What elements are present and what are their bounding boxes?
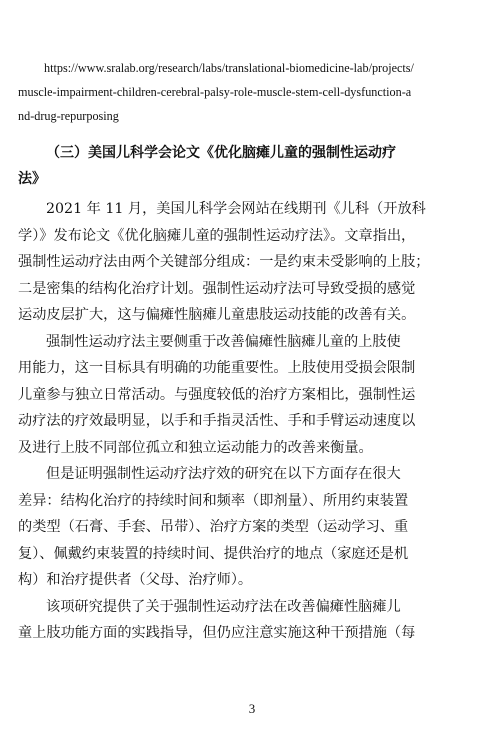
paragraph-4-line: 童上肢功能方面的实践指导，但仍应注意实施这种干预措施（每: [18, 625, 416, 641]
paragraph-3-line: 但是证明强制性运动疗法疗效的研究在以下方面存在很大: [46, 466, 401, 482]
section-heading-line: 法》: [18, 171, 46, 187]
section-heading-line: （三）美国儿科学会论文《优化脑瘫儿童的强制性运动疗: [46, 145, 396, 161]
paragraph-1-line: 二是密集的结构化治疗计划。强制性运动疗法可导致受损的感觉: [18, 280, 416, 297]
paragraph-3-line: 的类型（石膏、手套、吊带）、治疗方案的类型（运动学习、重: [18, 519, 409, 535]
url-line: muscle-impairment-children-cerebral-palsy-role-muscle-stem-cell-dysfunction-a: [18, 85, 412, 99]
paragraph-2-line: 用能力，这一目标具有明确的功能重要性。上肢使用受损会限制: [18, 360, 416, 376]
paragraph-2-line: 强制性运动疗法主要侧重于改善偏瘫性脑瘫儿童的上肢使: [46, 333, 401, 350]
paragraph-3-line: 差异：结构化治疗的持续时间和频率（即剂量）、所用约束装置: [18, 492, 409, 509]
paragraph-3-line: 复）、佩戴约束装置的持续时间、提供治疗的地点（家庭还是机: [18, 545, 409, 562]
reference-url: [18, 56, 488, 128]
page-number: 3: [248, 701, 256, 716]
paragraph-3-line: 构）和治疗提供者（父母、治疗师）。: [18, 572, 253, 588]
paragraph-1-line: 强制性运动疗法由两个关键部分组成：一是约束未受影响的上肢；: [18, 254, 430, 270]
url-line: https://www.sralab.org/research/labs/translational-biomedicine-lab/projects/: [44, 61, 414, 75]
section-heading: [18, 140, 488, 192]
body-text: [18, 196, 488, 647]
paragraph-1-line: 2021 年 11 月，美国儿科学会网站在线期刊《儿科（开放科: [46, 201, 426, 217]
paragraph-1-line: 学）》发布论文《优化脑瘫儿童的强制性运动疗法》。文章指出，: [18, 227, 416, 244]
paragraph-2-line: 及进行上肢不同部位孤立和独立运动能力的改善来衡量。: [18, 439, 373, 456]
paragraph-4-line: 该项研究提供了关于强制性运动疗法在改善偏瘫性脑瘫儿: [46, 598, 401, 615]
paragraph-2-line: 动疗法的疗效最明显，以手和手指灵活性、手和手臂运动速度以: [18, 413, 416, 429]
url-line: nd-drug-repurposing: [18, 109, 119, 123]
paragraph-1-line: 运动皮层扩大，这与偏瘫性脑瘫儿童患肢运动技能的改善有关。: [18, 307, 416, 323]
paragraph-2-line: 儿童参与独立日常活动。与强度较低的治疗方案相比，强制性运: [18, 386, 416, 403]
